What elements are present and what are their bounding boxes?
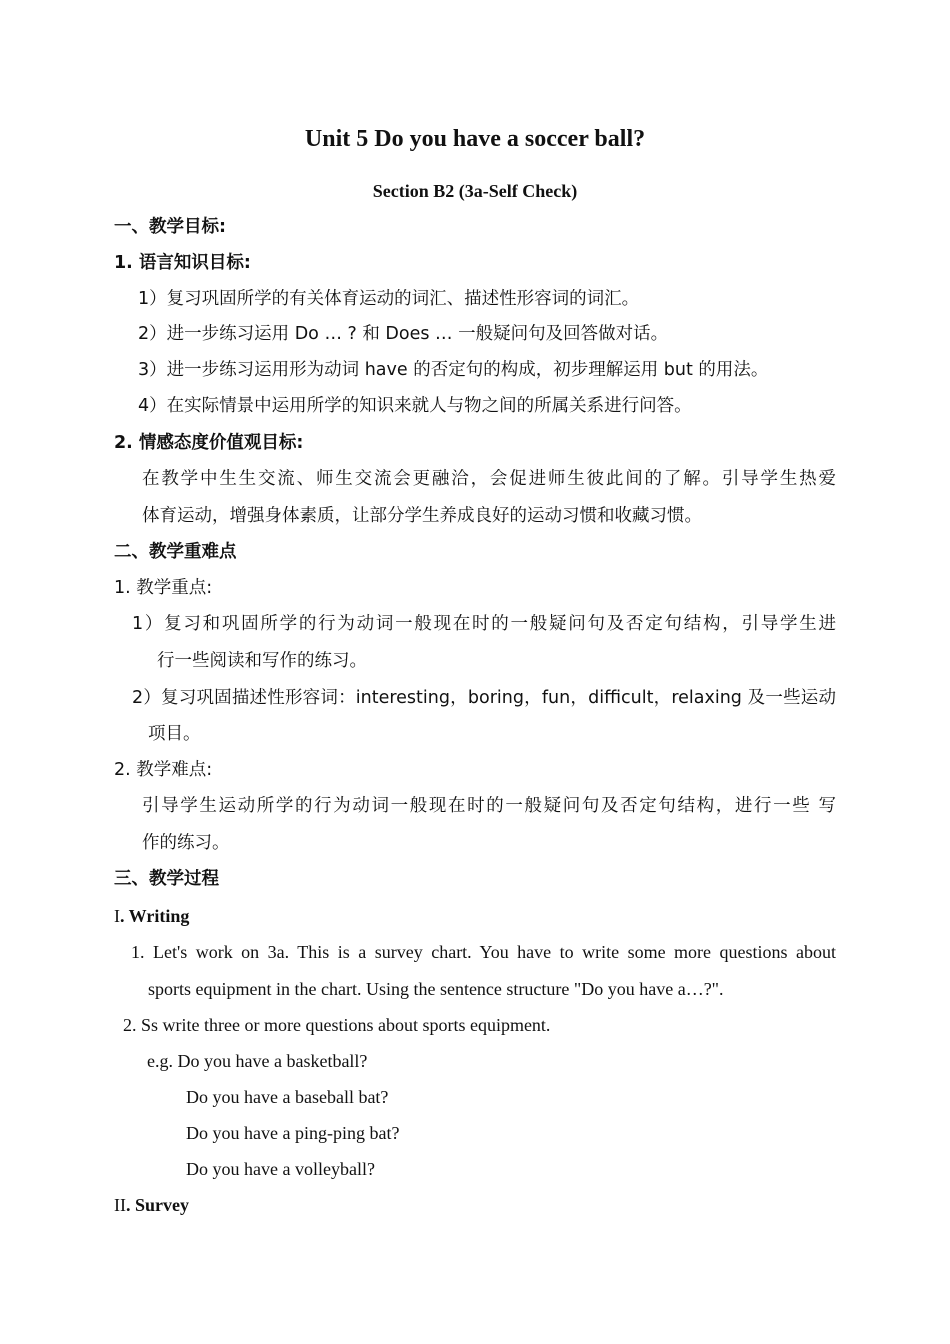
example-question: Do you have a volleyball? — [186, 1159, 375, 1179]
example-question: Do you have a ping-ping bat? — [186, 1123, 400, 1143]
focus-item-line: 1）复习和巩固所学的行为动词一般现在时的一般疑问句及否定句结构，引导学生进 — [132, 614, 836, 634]
roman-numeral: II — [114, 1195, 126, 1215]
objective-item: 2）进一步练习运用 Do … ? 和 Does … 一般疑问句及回答做对话。 — [138, 324, 669, 344]
difficulty-paragraph-line: 作的练习。 — [142, 833, 230, 853]
focus-item-line: 2）复习巩固描述性形容词：interesting，boring，fun，difficult，relaxing 及一些运动 — [132, 688, 836, 708]
subheading-teaching-difficulty: 2. 教学难点: — [114, 760, 213, 780]
objective-item: 1）复习巩固所学的有关体育运动的词汇、描述性形容词的词汇。 — [138, 289, 640, 309]
writing-instruction-line: 1. Let's work on 3a. This is a survey chart. You have to write some more questions about — [131, 942, 836, 962]
emotion-paragraph-line: 体育运动，增强身体素质，让部分学生养成良好的运动习惯和收藏习惯。 — [142, 506, 702, 526]
step-heading-writing — [114, 904, 189, 928]
subheading-language-objectives: 1. 语言知识目标: — [114, 253, 251, 273]
subheading-teaching-focus: 1. 教学重点: — [114, 578, 213, 598]
focus-item-line: 项目。 — [148, 724, 201, 744]
step-label: . Survey — [126, 1195, 189, 1215]
difficulty-paragraph-line: 引导学生运动所学的行为动词一般现在时的一般疑问句及否定句结构，进行一些 写 — [142, 796, 836, 816]
step-label: . Writing — [120, 906, 190, 926]
focus-item-line: 行一些阅读和写作的练习。 — [157, 651, 367, 671]
section-heading-key-points: 二、教学重难点 — [114, 542, 237, 562]
objective-item: 3）进一步练习运用形为动词 have 的否定句的构成，初步理解运用 but 的用法。 — [138, 360, 769, 380]
page-subtitle: Section B2 (3a-Self Check) — [372, 181, 578, 201]
example-question: Do you have a baseball bat? — [186, 1087, 389, 1107]
emotion-paragraph-line: 在教学中生生交流、师生交流会更融洽，会促进师生彼此间的了解。引导学生热爱 — [142, 469, 836, 489]
objective-item: 4）在实际情景中运用所学的知识来就人与物之间的所属关系进行问答。 — [138, 396, 692, 416]
writing-instruction-line: 2. Ss write three or more questions about sports equipment. — [123, 1015, 551, 1035]
subheading-emotion-objectives: 2. 情感态度价值观目标: — [114, 433, 304, 453]
section-heading-objectives: 一、教学目标: — [114, 217, 226, 237]
writing-instruction-line: sports equipment in the chart. Using the sentence structure "Do you have a…?". — [148, 979, 724, 999]
step-heading-survey — [114, 1193, 189, 1217]
roman-numeral: I — [114, 906, 120, 926]
page-title: Unit 5 Do you have a soccer ball? — [304, 126, 646, 152]
example-question: e.g. Do you have a basketball? — [147, 1051, 368, 1071]
section-heading-process: 三、教学过程 — [114, 869, 219, 889]
